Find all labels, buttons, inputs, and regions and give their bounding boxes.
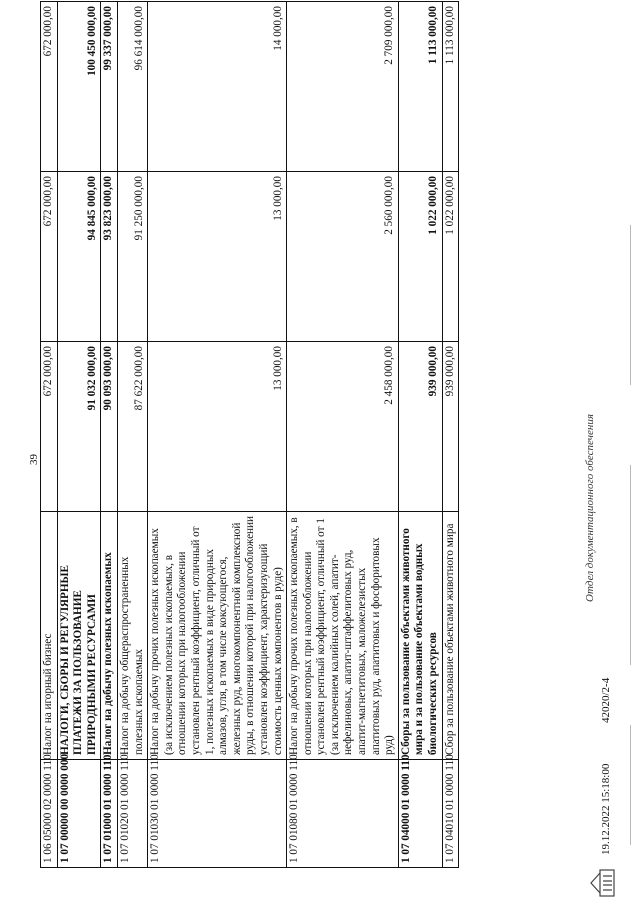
scan-noise-line	[630, 725, 631, 845]
row-code: 1 07 01080 01 0000 110	[287, 760, 399, 868]
page-number: 39	[28, 454, 40, 465]
row-code: 1 07 04010 01 0000 110	[442, 760, 459, 868]
row-value-2: 93 823 000,00	[101, 172, 118, 342]
row-value-2: 91 250 000,00	[117, 172, 147, 342]
row-value-1: 13 000,00	[148, 342, 287, 512]
row-name: Сборы за пользование объектами животного мира и за пользование объектами водных биологических ресурсов	[398, 512, 442, 760]
row-value-2: 94 845 000,00	[57, 172, 101, 342]
emblem-logo-icon	[586, 867, 618, 899]
row-name: Налог на добычу общераспространенных полезных ископаемых	[117, 512, 147, 760]
row-value-1: 87 622 000,00	[117, 342, 147, 512]
table-row	[101, 2, 118, 868]
row-value-1: 672 000,00	[41, 342, 58, 512]
table-row	[57, 2, 101, 868]
row-name: Налог на добычу прочих полезных ископаемых, в отношении которых при налогообложении установлен рентный коэффициент, отличный от 1 (за исключением калийных солей, апатит-нефелиновых, апатит-штаффелитовых руд, апатит-магнетитовых, маложелезистых апатитовых руд, апатитовых и фосфоритовых руд)	[287, 512, 399, 760]
row-value-3: 96 614 000,00	[117, 2, 147, 172]
row-code: 1 07 00000 00 0000 000	[57, 760, 101, 868]
row-value-3: 14 000,00	[148, 2, 287, 172]
table-row	[287, 2, 399, 868]
row-name: Сбор за пользование объектами животного мира	[442, 512, 459, 760]
row-value-1: 90 093 000,00	[101, 342, 118, 512]
row-value-3: 100 450 000,00	[57, 2, 101, 172]
row-value-3: 1 113 000,00	[398, 2, 442, 172]
row-code: 1 07 01030 01 0000 110	[148, 760, 287, 868]
row-value-3: 672 000,00	[41, 2, 58, 172]
row-value-3: 2 709 000,00	[287, 2, 399, 172]
row-value-1: 939 000,00	[442, 342, 459, 512]
table-row	[41, 2, 58, 868]
budget-table	[40, 1, 459, 868]
table-row	[148, 2, 287, 868]
row-value-1: 91 032 000,00	[57, 342, 101, 512]
scan-noise-line	[630, 465, 631, 665]
row-code: 1 06 05000 02 0000 110	[41, 760, 58, 868]
row-value-3: 1 113 000,00	[442, 2, 459, 172]
scan-noise-line	[630, 225, 631, 385]
row-value-2: 1 022 000,00	[398, 172, 442, 342]
row-value-2: 13 000,00	[148, 172, 287, 342]
row-value-3: 99 337 000,00	[101, 2, 118, 172]
table-row	[398, 2, 442, 868]
row-value-1: 2 458 000,00	[287, 342, 399, 512]
row-value-1: 939 000,00	[398, 342, 442, 512]
row-name: Налог на добычу полезных ископаемых	[101, 512, 118, 760]
row-value-2: 2 560 000,00	[287, 172, 399, 342]
row-name: Налог на добычу прочих полезных ископаемых (за исключением полезных ископаемых, в отношении которых при налогообложении установлен рентный коэффициент, отличный от 1, полезных ископаемых в виде природных алмазов, угля, в том числе коксующегося, железных руд, многокомпонентной комплексной руды, в отношении которой при налогообложении установлен коэффициент, характеризующий стоимость ценных компонентов в руде)	[148, 512, 287, 760]
row-code: 1 07 01000 01 0000 110	[101, 760, 118, 868]
footer-doc-number: 42020/2-4	[600, 677, 612, 723]
table-row	[117, 2, 147, 868]
row-name: Налог на игорный бизнес	[41, 512, 58, 760]
footer-datetime: 19.12.2022 15:18:00	[600, 763, 612, 855]
table-row	[442, 2, 459, 868]
row-code: 1 07 04000 01 0000 110	[398, 760, 442, 868]
row-value-2: 672 000,00	[41, 172, 58, 342]
footer-department: Отдел документационного обеспечения	[584, 414, 596, 602]
row-name: НАЛОГИ, СБОРЫ И РЕГУЛЯРНЫЕ ПЛАТЕЖИ ЗА ПОЛЬЗОВАНИЕ ПРИРОДНЫМИ РЕСУРСАМИ	[57, 512, 101, 760]
row-value-2: 1 022 000,00	[442, 172, 459, 342]
row-code: 1 07 01020 01 0000 110	[117, 760, 147, 868]
